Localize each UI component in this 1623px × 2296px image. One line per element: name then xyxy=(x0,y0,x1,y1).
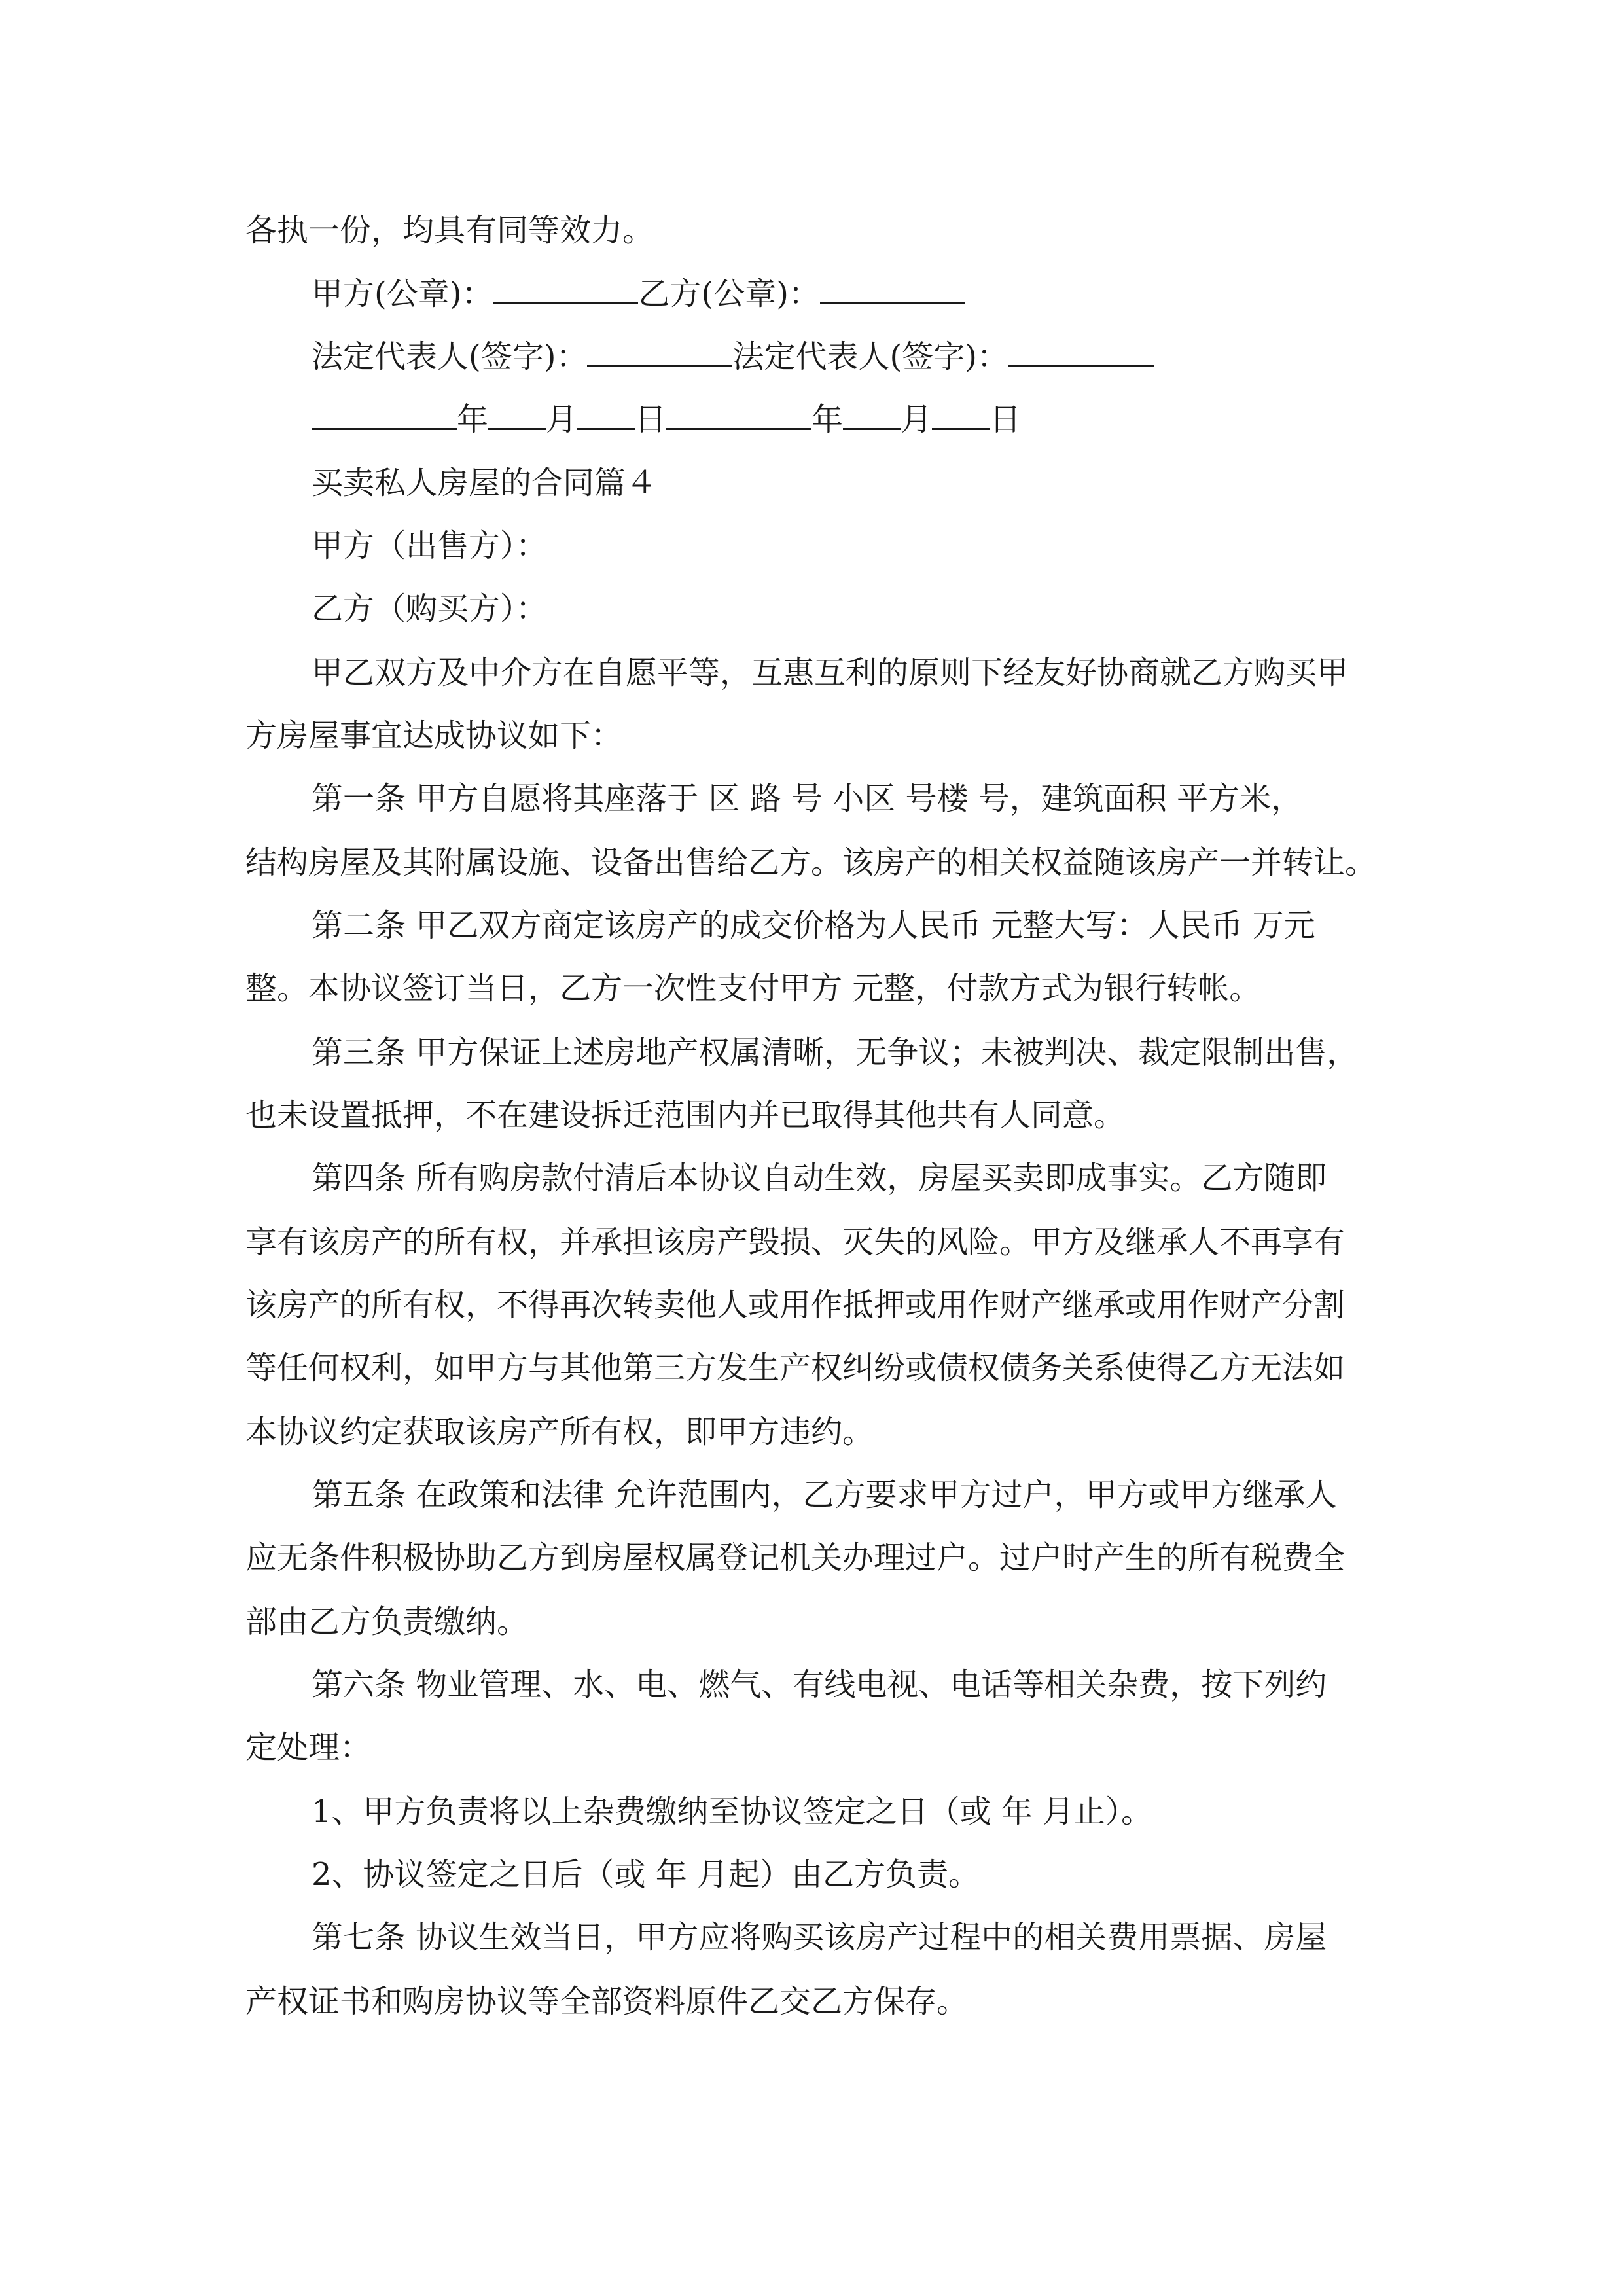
signature-date-row xyxy=(312,399,1391,439)
article-6-line: 定处理： xyxy=(245,1729,372,1766)
paragraph-line: 各执一份，均具有同等效力。 xyxy=(245,212,654,249)
party-b-year-blank[interactable] xyxy=(666,399,812,430)
article-4-line: 享有该房产的所有权，并承担该房产毁损、灭失的风险。甲方及继承人不再享有 xyxy=(245,1224,1346,1261)
article-1-line: 结构房屋及其附属设施、设备出售给乙方。该房产的相关权益随该房产一并转让。 xyxy=(245,844,1377,881)
party-a-seal-label: 甲方(公章)： xyxy=(312,276,493,312)
article-4-line: 等任何权利，如甲方与其他第三方发生产权纠纷或债权债务关系使得乙方无法如 xyxy=(245,1350,1346,1386)
intro-line: 方房屋事宜达成协议如下： xyxy=(245,717,623,754)
day-label: 日 xyxy=(635,401,667,438)
year-label: 年 xyxy=(457,401,489,438)
party-a-representative-label: 法定代表人(签字)： xyxy=(312,338,588,375)
article-2-line: 第二条 甲乙双方商定该房产的成交价格为人民币 元整大写：人民币 万元 xyxy=(312,907,1315,944)
party-b-line: 乙方（购买方）： xyxy=(312,590,548,627)
party-a-line: 甲方（出售方）： xyxy=(312,528,548,564)
article-6-item-1: 1、甲方负责将以上杂费缴纳至协议签定之日（或 年 月止）。 xyxy=(312,1793,1153,1830)
article-1-line: 第一条 甲方自愿将其座落于 区 路 号 小区 号楼 号，建筑面积 平方米， xyxy=(312,780,1303,817)
month-label: 月 xyxy=(546,401,578,438)
party-a-day-blank[interactable] xyxy=(577,399,635,430)
article-6-item-2: 2、协议签定之日后（或 年 月起）由乙方负责。 xyxy=(312,1856,980,1893)
party-a-month-blank[interactable] xyxy=(488,399,546,430)
party-b-representative-label: 法定代表人(签字)： xyxy=(732,338,1008,375)
day-label: 日 xyxy=(990,401,1022,438)
article-7-line: 产权证书和购房协议等全部资料原件乙交乙方保存。 xyxy=(245,1983,969,2020)
article-4-line: 该房产的所有权，不得再次转卖他人或用作抵押或用作财产继承或用作财产分割 xyxy=(245,1287,1346,1323)
article-4-line: 本协议约定获取该房产所有权，即甲方违约。 xyxy=(245,1414,874,1450)
article-2-line: 整。本协议签订当日，乙方一次性支付甲方 元整，付款方式为银行转帐。 xyxy=(245,970,1261,1007)
article-5-line: 第五条 在政策和法律 允许范围内，乙方要求甲方过户，甲方或甲方继承人 xyxy=(312,1477,1337,1513)
party-b-representative-blank[interactable] xyxy=(1008,336,1154,367)
signature-row-seal xyxy=(312,274,1391,314)
party-b-seal-label: 乙方(公章)： xyxy=(638,276,820,312)
party-b-month-blank[interactable] xyxy=(843,399,901,430)
year-label: 年 xyxy=(812,401,844,438)
party-a-year-blank[interactable] xyxy=(312,399,457,430)
party-b-day-blank[interactable] xyxy=(932,399,990,430)
article-5-line: 部由乙方负责缴纳。 xyxy=(245,1604,529,1640)
signature-row-representative xyxy=(312,336,1391,376)
article-7-line: 第七条 协议生效当日，甲方应将购买该房产过程中的相关费用票据、房屋 xyxy=(312,1919,1327,1956)
article-6-line: 第六条 物业管理、水、电、燃气、有线电视、电话等相关杂费，按下列约 xyxy=(312,1666,1327,1703)
party-a-representative-blank[interactable] xyxy=(587,336,732,367)
month-label: 月 xyxy=(901,401,933,438)
party-a-seal-blank[interactable] xyxy=(493,274,638,304)
party-b-seal-blank[interactable] xyxy=(820,274,965,304)
article-3-line: 第三条 甲方保证上述房地产权属清晰，无争议；未被判决、裁定限制出售， xyxy=(312,1034,1359,1071)
intro-line: 甲乙双方及中介方在自愿平等，互惠互利的原则下经友好协商就乙方购买甲 xyxy=(312,655,1349,691)
article-3-line: 也未设置抵押，不在建设拆迁范围内并已取得其他共有人同意。 xyxy=(245,1097,1126,1134)
section-heading: 买卖私人房屋的合同篇４ xyxy=(312,465,658,501)
article-4-line: 第四条 所有购房款付清后本协议自动生效，房屋买卖即成事实。乙方随即 xyxy=(312,1160,1327,1196)
article-5-line: 应无条件积极协助乙方到房屋权属登记机关办理过户。过户时产生的所有税费全 xyxy=(245,1539,1346,1576)
